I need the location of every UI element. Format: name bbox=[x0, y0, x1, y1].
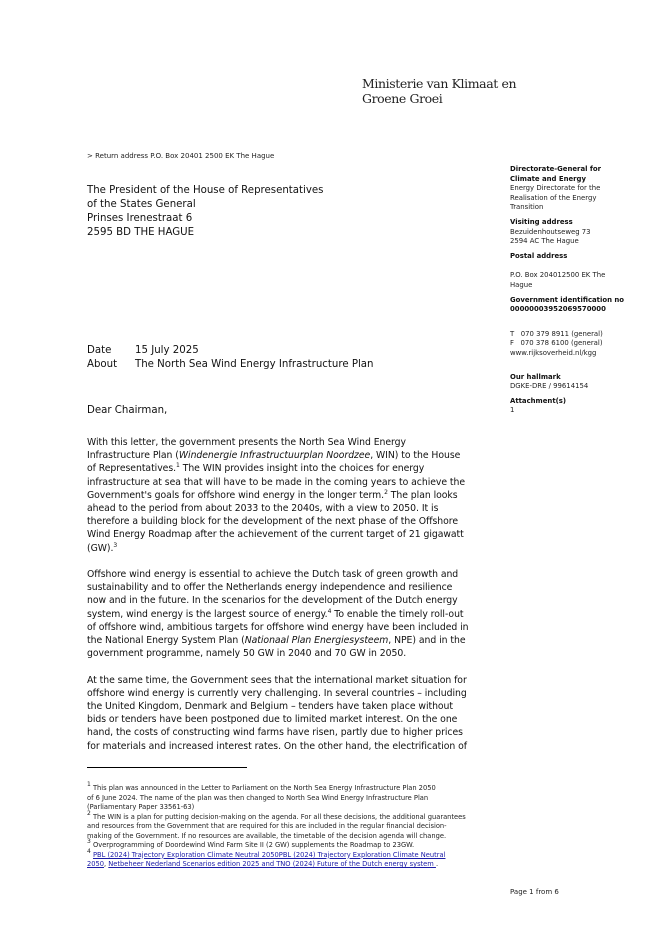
hallmark-label: Our hallmark bbox=[510, 372, 561, 381]
footnote-text: This plan was announced in the Letter to Parliament on the North Sea Energy Infrastructure Plan 2050 bbox=[92, 784, 436, 792]
body-line bbox=[87, 647, 469, 660]
body-text: , WIN) to the House bbox=[370, 450, 461, 462]
body-text: To enable the timely roll-out bbox=[331, 608, 464, 620]
recipient-address bbox=[87, 184, 323, 240]
body-text: government programme, namely 50 GW in 2040 and 70 GW in 2050. bbox=[87, 648, 407, 660]
footnote-number: 3 bbox=[87, 838, 91, 845]
body-text: With this letter, the government presents the North Sea Wind Energy bbox=[87, 437, 406, 448]
body-line bbox=[87, 436, 469, 449]
dg-title: Directorate-General for bbox=[510, 165, 601, 173]
body-text: system, wind energy is the largest source of energy. bbox=[87, 608, 328, 620]
footnote-text: (Parliamentary Paper 33561-63) bbox=[87, 803, 195, 811]
footnote-4 bbox=[87, 847, 466, 861]
body-line bbox=[87, 515, 469, 528]
body-paragraph bbox=[87, 568, 469, 660]
footnote-number: 1 bbox=[87, 781, 91, 788]
fax-number: F 070 378 6100 (general) bbox=[510, 339, 603, 348]
body-line bbox=[87, 528, 469, 541]
body-line bbox=[87, 581, 469, 594]
dg-subtitle: Transition bbox=[510, 203, 544, 212]
visiting-address: 2594 AC The Hague bbox=[510, 237, 579, 246]
footnote-1 bbox=[87, 781, 466, 794]
attachments-label: Attachment(s) bbox=[510, 396, 567, 405]
letter-body bbox=[87, 436, 469, 766]
body-line bbox=[87, 568, 469, 581]
page-number: Page 1 from 6 bbox=[510, 888, 559, 896]
body-text: The plan looks bbox=[387, 489, 458, 501]
footnotes bbox=[87, 781, 466, 870]
body-paragraph bbox=[87, 674, 469, 753]
footnote-text: and resources from the Government that are required for this are included in the regular financial decision- bbox=[87, 822, 447, 830]
pbl-link-cont[interactable]: 2050 bbox=[87, 860, 105, 868]
body-text: hand, the costs of constructing wind farms have risen, partly due to higher prices bbox=[87, 727, 463, 739]
italic-term: Nationaal Plan Energiesysteem bbox=[244, 635, 389, 647]
body-text: (GW). bbox=[87, 542, 114, 554]
body-line bbox=[87, 489, 469, 502]
dg-subtitle: Energy Directorate for the bbox=[510, 184, 601, 193]
footnote-divider bbox=[87, 767, 247, 768]
body-text: of offshore wind, ambitious targets for offshore wind energy have been included in bbox=[87, 621, 469, 633]
website-link[interactable]: www.rijksoverheid.nl/kgg bbox=[510, 348, 597, 357]
body-text: for materials and increased interest rates. On the other hand, the electrification of bbox=[87, 740, 468, 752]
body-line bbox=[87, 594, 469, 607]
body-text: Offshore wind energy is essential to achieve the Dutch task of green growth and bbox=[87, 569, 459, 581]
about-label: About bbox=[87, 359, 118, 370]
gov-id-label: Government identification no bbox=[510, 295, 625, 304]
recipient-line: 2595 BD THE HAGUE bbox=[87, 227, 195, 238]
footnote-ref[interactable]: 2 bbox=[384, 488, 388, 496]
body-line bbox=[87, 726, 469, 739]
sender-sidebar bbox=[510, 165, 624, 416]
phone-number: T 070 379 8911 (general) bbox=[510, 329, 603, 338]
footnote-text: The WIN is a plan for putting decision-making on the agenda. For all these decisions, the additional guarantees bbox=[92, 812, 466, 821]
tno-link[interactable]: TNO (2024) Future of the Dutch energy system bbox=[276, 860, 436, 868]
separator: , bbox=[104, 860, 109, 868]
body-text: Wind Energy Roadmap after the achievement of the current target of 21 gigawatt bbox=[87, 529, 464, 541]
dg-subtitle: Realisation of the Energy bbox=[510, 193, 597, 202]
footnote-number: 2 bbox=[87, 809, 91, 817]
return-address: > Return address P.O. Box 20401 2500 EK The Hague bbox=[87, 152, 275, 160]
body-text: offshore wind energy is currently very challenging. In several countries – including bbox=[87, 687, 467, 699]
gov-id: 00000003952069570000 bbox=[510, 305, 606, 314]
logo-line-1: Ministerie van Klimaat en bbox=[362, 76, 517, 91]
body-text: infrastructure at sea that will have to be made in the coming years to achieve the bbox=[87, 476, 466, 488]
footnote-number: 4 bbox=[87, 847, 91, 855]
body-text: of Representatives. bbox=[87, 463, 177, 475]
footnote-2 bbox=[87, 809, 466, 823]
body-text: now and in the future. In the scenarios for the development of the Dutch energy bbox=[87, 595, 458, 607]
body-line bbox=[87, 462, 469, 475]
body-text: ahead to the period from about 2033 to the 2040s, with a view to 2050. It is bbox=[87, 503, 439, 515]
body-text: , NPE) and in the bbox=[388, 635, 466, 647]
italic-term: Windenergie Infrastructuurplan Noordzee bbox=[178, 450, 371, 462]
body-text: bids or tenders have been postponed due to limited market interest. On the one bbox=[87, 714, 458, 726]
body-text: Infrastructure Plan ( bbox=[87, 450, 179, 462]
footnote-text: making of the Government. If no resources are available, the timetable of the decision agenda will change. bbox=[87, 831, 447, 840]
footnote-3 bbox=[87, 838, 466, 851]
footnote-ref[interactable]: 1 bbox=[176, 462, 180, 470]
attachments-count: 1 bbox=[510, 406, 515, 415]
letter-meta bbox=[87, 344, 374, 372]
body-line bbox=[87, 634, 469, 647]
body-line bbox=[87, 449, 469, 462]
date-value: 15 July 2025 bbox=[135, 345, 199, 356]
body-text: the United Kingdom, Denmark and Belgium – tenders have taken place without bbox=[87, 701, 453, 713]
footnote-ref[interactable]: 3 bbox=[113, 541, 118, 549]
greeting: Dear Chairman, bbox=[87, 405, 168, 416]
footnote-text: of 6 June 2024. The name of the plan was then changed to North Sea Wind Energy Infrastructure Plan bbox=[87, 793, 429, 802]
body-line bbox=[87, 542, 469, 555]
body-text: At the same time, the Government sees that the international market situation for bbox=[87, 674, 467, 686]
footnote-ref[interactable]: 4 bbox=[327, 607, 332, 615]
logo-line-2: Groene Groei bbox=[362, 91, 443, 106]
body-line bbox=[87, 700, 469, 713]
netbeheer-link[interactable]: Netbeheer Nederland Scenarios edition 2025 and bbox=[108, 860, 277, 868]
postal-address: Hague bbox=[510, 280, 533, 289]
postal-address-label: Postal address bbox=[510, 251, 568, 260]
body-text: Government's goals for offshore wind energy in the longer term. bbox=[87, 489, 385, 501]
body-line bbox=[87, 740, 469, 753]
body-line bbox=[87, 608, 469, 621]
body-text: therefore a building block for the development of the next phase of the Offshore bbox=[87, 516, 458, 528]
body-line bbox=[87, 621, 469, 634]
body-paragraph bbox=[87, 436, 469, 555]
hallmark: DGKE-DRE / 99614154 bbox=[510, 382, 589, 391]
body-text: sustainability and to offer the Netherlands energy independence and resilience bbox=[87, 582, 453, 594]
ministry-logo bbox=[362, 76, 516, 106]
about-value: The North Sea Wind Energy Infrastructure Plan bbox=[135, 359, 374, 370]
pbl-link[interactable]: PBL (2024) Trajectory Exploration Climate Neutral 2050PBL (2024) Trajectory Exploration Climate Neutral bbox=[92, 850, 446, 859]
body-line bbox=[87, 713, 469, 726]
body-text: the National Energy System Plan ( bbox=[87, 635, 245, 647]
recipient-line: of the States General bbox=[87, 199, 196, 210]
body-line bbox=[87, 687, 469, 700]
recipient-line: Prinses Irenestraat 6 bbox=[87, 213, 193, 224]
recipient-line: The President of the House of Representatives bbox=[87, 185, 324, 196]
footnote-text: Overprogramming of Doordewind Wind Farm Site II (2 GW) supplements the Roadmap to 23GW. bbox=[92, 841, 415, 849]
dg-title: Climate and Energy bbox=[510, 174, 586, 183]
postal-address: P.O. Box 204012500 EK The bbox=[510, 271, 606, 280]
date-label: Date bbox=[87, 345, 112, 356]
footnote-end: . bbox=[435, 860, 439, 868]
body-text: The WIN provides insight into the choices for energy bbox=[179, 463, 425, 475]
visiting-address: Bezuidenhoutseweg 73 bbox=[510, 227, 591, 236]
body-line bbox=[87, 674, 469, 687]
visiting-address-label: Visiting address bbox=[510, 217, 573, 226]
body-line bbox=[87, 502, 469, 515]
body-line bbox=[87, 476, 469, 489]
